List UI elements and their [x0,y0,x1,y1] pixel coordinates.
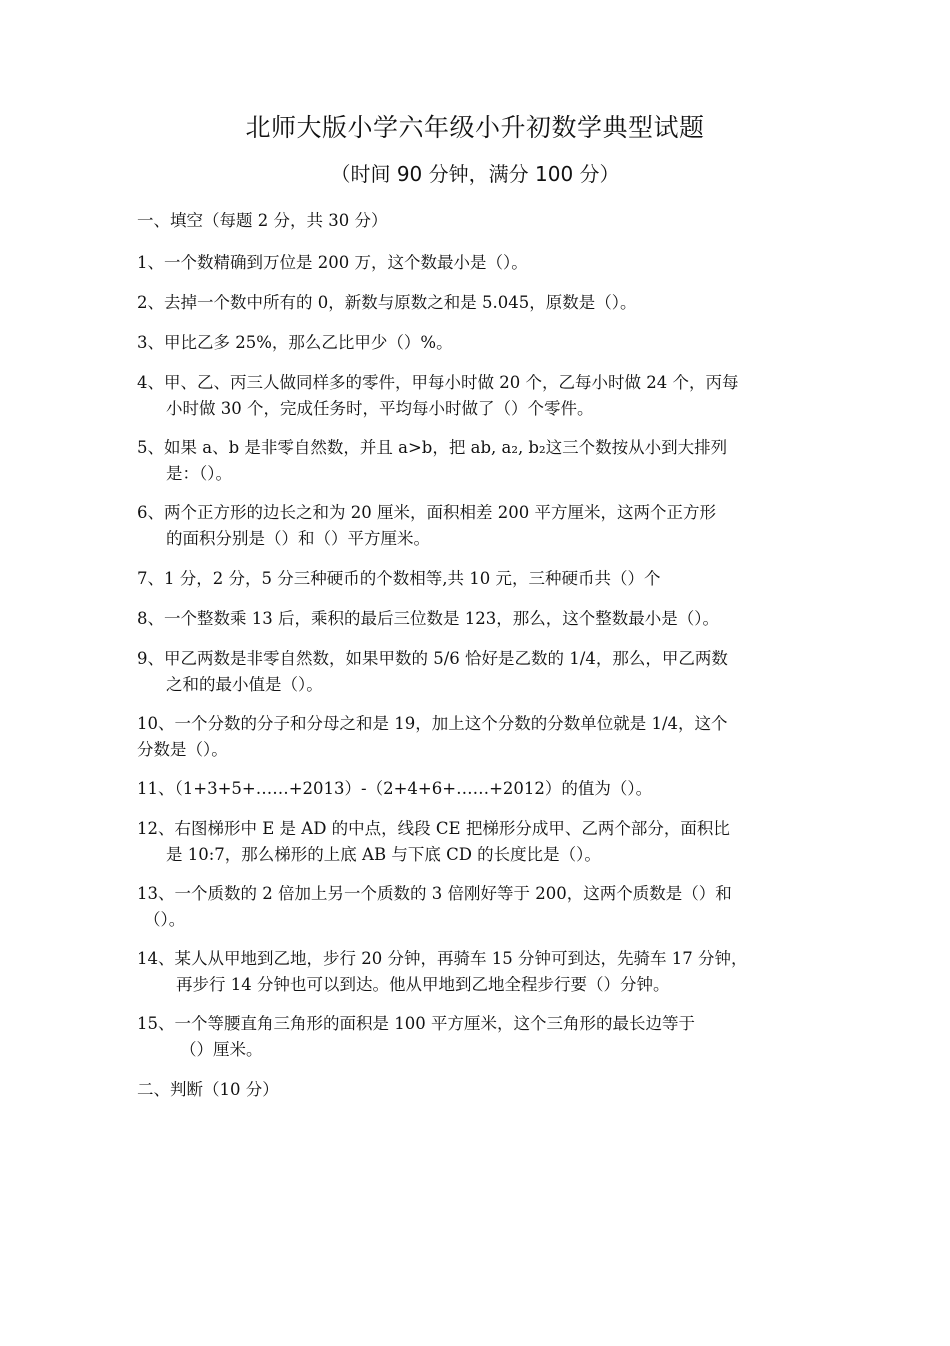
question-1: 1、一个数精确到万位是 200 万，这个数最小是（）。 [137,253,528,272]
question-12-line-1: 12、右图梯形中 E 是 AD 的中点，线段 CE 把梯形分成甲、乙两个部分，面积比 [137,819,730,838]
question-5-line-2: 是：（）。 [166,464,232,483]
question-6-line-1: 6、两个正方形的边长之和为 20 厘米，面积相差 200 平方厘米，这两个正方形 [137,503,716,522]
page-title: 北师大版小学六年级小升初数学典型试题 [245,113,705,142]
question-4-line-1: 4、甲、乙、丙三人做同样多的零件，甲每小时做 20 个，乙每小时做 24 个，丙每 [137,373,739,392]
question-6-line-2: 的面积分别是（）和（）平方厘米。 [166,529,430,548]
section-heading-fill-blank: 一、填空（每题 2 分，共 30 分） [137,211,388,230]
question-15-line-1: 15、一个等腰直角三角形的面积是 100 平方厘米，这个三角形的最长边等于 [137,1014,695,1033]
question-2: 2、去掉一个数中所有的 0，新数与原数之和是 5.045，原数是（）。 [137,293,637,312]
page-subtitle: （时间 90 分钟，满分 100 分） [330,162,620,186]
question-9-line-2: 之和的最小值是（）。 [166,675,323,694]
question-9-line-1: 9、甲乙两数是非零自然数，如果甲数的 5/6 恰好是乙数的 1/4，那么，甲乙两数 [137,649,728,668]
section-heading-judgement: 二、判断（10 分） [137,1080,279,1099]
question-3: 3、甲比乙多 25%，那么乙比甲少（）%。 [137,333,453,352]
question-14-line-2: 再步行 14 分钟也可以到达。他从甲地到乙地全程步行要（）分钟。 [176,975,670,994]
question-4-line-2: 小时做 30 个，完成任务时，平均每小时做了（）个零件。 [166,399,594,418]
question-13-line-2: （）。 [144,910,186,929]
question-5-line-1: 5、如果 a、b 是非零自然数，并且 a>b，把 ab, a₂, b₂这三个数按从小到大排列 [137,438,728,457]
question-14-line-1: 14、某人从甲地到乙地，步行 20 分钟，再骑车 15 分钟可到达，先骑车 17 分钟， [137,949,748,968]
question-13-line-1: 13、一个质数的 2 倍加上另一个质数的 3 倍刚好等于 200，这两个质数是（）和 [137,884,732,903]
question-8: 8、一个整数乘 13 后，乘积的最后三位数是 123，那么，这个整数最小是（）。 [137,609,719,628]
question-10-line-1: 10、一个分数的分子和分母之和是 19，加上这个分数的分数单位就是 1/4，这个 [137,714,728,733]
question-15-line-2: （）厘米。 [180,1040,263,1059]
question-11: 11、（1+3+5+……+2013）-（2+4+6+……+2012）的值为（）。 [137,779,653,798]
question-10-line-2: 分数是（）。 [137,740,228,759]
question-12-line-2: 是 10:7，那么梯形的上底 AB 与下底 CD 的长度比是（）。 [166,845,601,864]
question-7: 7、1 分，2 分，5 分三种硬币的个数相等,共 10 元，三种硬币共（）个 [137,569,661,588]
